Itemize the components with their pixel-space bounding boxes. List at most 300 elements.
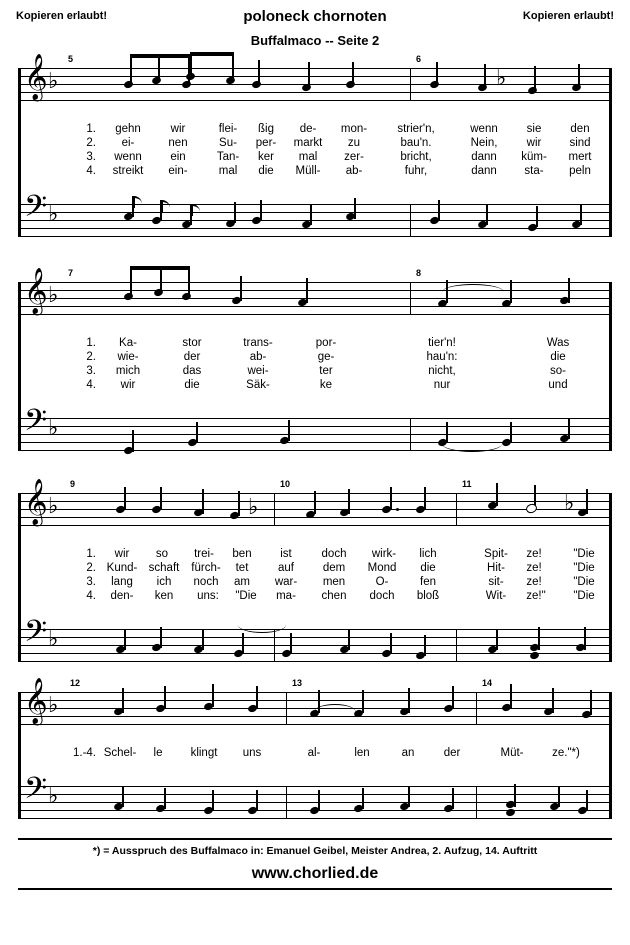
lyric-syllable: ab- xyxy=(249,351,267,363)
verse-number: 1. xyxy=(86,337,96,349)
notehead xyxy=(381,505,392,515)
notehead xyxy=(251,216,262,226)
lyric-syllable: klingt xyxy=(190,747,218,759)
notehead xyxy=(113,707,124,717)
system-brace-left xyxy=(18,282,21,451)
stem xyxy=(314,491,316,514)
key-signature-flat-icon: ♭ xyxy=(48,627,59,652)
eighth-flag xyxy=(133,196,142,208)
verse-number: 4. xyxy=(86,590,96,602)
lyric-line xyxy=(18,548,612,562)
lyric-line xyxy=(18,365,612,379)
lyric-syllable: per- xyxy=(255,137,277,149)
staff-line xyxy=(18,220,612,221)
stem xyxy=(586,790,588,811)
staff-line xyxy=(18,517,612,518)
lyric-syllable: wei- xyxy=(247,365,269,377)
stem xyxy=(510,280,512,303)
notehead xyxy=(123,80,134,90)
lyric-syllable: le xyxy=(153,747,163,759)
lyric-line xyxy=(18,123,612,137)
lyric-syllable: Müt- xyxy=(500,747,524,759)
lyric-syllable: de- xyxy=(299,123,317,135)
barline xyxy=(286,786,287,819)
lyric-syllable: doch xyxy=(369,590,395,602)
staff-line xyxy=(18,314,612,315)
verse-number: 3. xyxy=(86,576,96,588)
verse-number: 3. xyxy=(86,151,96,163)
staff-treble-4 xyxy=(18,678,612,725)
staff-line xyxy=(18,629,612,630)
lyric-syllable: dem xyxy=(322,562,346,574)
treble-clef-icon: 𝄞 xyxy=(24,678,48,724)
notehead xyxy=(231,296,242,306)
lyric-syllable: trans- xyxy=(243,337,273,349)
staff-line xyxy=(18,282,612,283)
notehead xyxy=(415,505,426,515)
lyric-syllable: dann xyxy=(471,151,497,163)
lyric-syllable: ßig xyxy=(258,123,274,135)
lyric-syllable: war- xyxy=(274,576,298,588)
lyric-line xyxy=(18,151,612,165)
staff-treble-2 xyxy=(18,268,612,315)
lyric-syllable: peln xyxy=(569,165,591,177)
system-barline-right xyxy=(609,493,612,662)
lyric-syllable: mon- xyxy=(340,123,368,135)
copy-permission-note-left: Kopieren erlaubt! xyxy=(16,10,108,22)
lyric-syllable: markt xyxy=(293,137,323,149)
measure-number: 8 xyxy=(416,268,422,278)
notehead xyxy=(155,804,166,814)
barline xyxy=(476,786,477,819)
notehead xyxy=(251,80,262,90)
staff-line xyxy=(18,786,612,787)
lyric-syllable: dann xyxy=(471,165,497,177)
footer-divider-bottom xyxy=(18,888,612,890)
lyric-syllable: wir xyxy=(120,379,136,391)
measure-number: 5 xyxy=(68,54,74,64)
measure-number: 10 xyxy=(280,479,291,489)
accidental-flat-icon: ♭ xyxy=(564,491,575,516)
lyric-syllable: nen xyxy=(168,137,188,149)
lyric-syllable: am xyxy=(234,576,250,588)
notehead xyxy=(575,643,586,653)
music-system-1 xyxy=(18,54,612,231)
notehead xyxy=(571,83,582,93)
lyric-syllable: wenn xyxy=(114,151,142,163)
lyric-syllable: wir xyxy=(114,548,130,560)
lyric-syllable: ze."*) xyxy=(552,747,580,759)
lyric-syllable: ge- xyxy=(317,351,335,363)
notehead xyxy=(501,438,512,448)
barline xyxy=(410,68,411,101)
verse-number: 1. xyxy=(86,123,96,135)
barline xyxy=(410,418,411,451)
lyric-syllable: "Die xyxy=(573,548,595,560)
staff-line xyxy=(18,653,612,654)
system-barline-right xyxy=(609,692,612,819)
staff-line xyxy=(18,637,612,638)
verse-number: 4. xyxy=(86,379,96,391)
notehead xyxy=(203,806,214,816)
bass-clef-icon: 𝄢 xyxy=(24,772,48,813)
key-signature-flat-icon: ♭ xyxy=(48,69,59,94)
notehead xyxy=(123,292,134,302)
lyric-syllable: küm- xyxy=(521,151,547,163)
lyric-syllable: strier'n, xyxy=(397,123,435,135)
beam xyxy=(190,52,234,56)
lyric-line xyxy=(18,576,612,590)
lyric-line xyxy=(18,747,612,761)
page-subtitle: Buffalmaco -- Seite 2 xyxy=(250,33,380,48)
staff-treble-1 xyxy=(18,54,612,101)
staff-line xyxy=(18,204,612,205)
stem xyxy=(536,206,538,227)
lyric-syllable: trei- xyxy=(194,548,214,560)
tie xyxy=(442,284,504,292)
notehead xyxy=(301,83,312,93)
notehead xyxy=(543,707,554,717)
system-barline-right xyxy=(609,68,612,237)
lyric-syllable: Ka- xyxy=(119,337,137,349)
staff-line xyxy=(18,76,612,77)
stem xyxy=(188,266,190,295)
lyric-syllable: men xyxy=(322,576,346,588)
eighth-flag xyxy=(161,200,170,212)
lyric-syllable: ke xyxy=(319,379,333,391)
footnote-text: *) = Ausspruch des Buffalmaco in: Emanuel Geibel, Meister Andrea, 2. Aufzug, 14. Auftritt xyxy=(92,845,538,857)
lyric-syllable: ze! xyxy=(526,548,542,560)
lyric-syllable: ein xyxy=(170,151,186,163)
measure-number: 12 xyxy=(70,678,81,688)
lyric-syllable: ze! xyxy=(526,576,542,588)
notehead xyxy=(151,505,162,515)
lyric-syllable: Kund- xyxy=(106,562,138,574)
lyric-syllable: tet xyxy=(235,562,249,574)
notehead xyxy=(345,80,356,90)
notehead xyxy=(505,808,516,818)
lyric-syllable: so xyxy=(155,548,169,560)
lyric-syllable: auf xyxy=(278,562,294,574)
lyric-syllable: bau'n. xyxy=(400,137,432,149)
notehead xyxy=(247,806,258,816)
stem xyxy=(160,266,162,291)
measure-number: 9 xyxy=(70,479,76,489)
lyric-syllable: ze!" xyxy=(526,590,546,602)
notehead xyxy=(185,72,196,82)
lyric-syllable: mal xyxy=(218,165,238,177)
lyric-syllable: den xyxy=(570,123,590,135)
staff-line xyxy=(18,434,612,435)
lyric-syllable: Su- xyxy=(219,137,237,149)
lyric-syllable: O- xyxy=(375,576,389,588)
key-signature-flat-icon: ♭ xyxy=(48,784,59,809)
lyric-syllable: ker xyxy=(258,151,274,163)
notehead xyxy=(247,704,258,714)
lyric-syllable: der xyxy=(183,351,201,363)
lyric-syllable: wirk- xyxy=(371,548,397,560)
treble-clef-icon: 𝄞 xyxy=(24,268,48,314)
staff-line xyxy=(18,692,612,693)
verse-number: 3. xyxy=(86,365,96,377)
lyric-syllable: wenn xyxy=(470,123,498,135)
notehead xyxy=(477,83,488,93)
barline xyxy=(476,692,477,725)
staff-line xyxy=(18,450,612,451)
lyric-syllable: ken xyxy=(154,590,174,602)
lyric-syllable: chen xyxy=(321,590,347,602)
notehead xyxy=(225,219,236,229)
lyric-syllable: sta- xyxy=(524,165,544,177)
barline xyxy=(274,629,275,662)
lyric-syllable: ma- xyxy=(276,590,296,602)
stem xyxy=(446,280,448,303)
lyric-syllable: por- xyxy=(315,337,337,349)
lyric-syllable: ich xyxy=(156,576,172,588)
lyric-syllable: mich xyxy=(115,365,141,377)
lyric-syllable: al- xyxy=(307,747,321,759)
notehead xyxy=(501,703,512,713)
verse-number: 1. xyxy=(86,548,96,560)
notehead xyxy=(279,436,290,446)
notehead xyxy=(193,508,204,518)
notehead xyxy=(309,806,320,816)
lyric-syllable: sie xyxy=(526,123,542,135)
lyric-syllable: wir xyxy=(526,137,542,149)
lyrics-block-4 xyxy=(18,747,612,761)
lyric-syllable: Hit- xyxy=(487,562,505,574)
barline xyxy=(410,282,411,315)
staff-treble-3 xyxy=(18,479,612,526)
staff-line xyxy=(18,84,612,85)
lyric-syllable: "Die xyxy=(235,590,257,602)
lyric-line xyxy=(18,379,612,393)
lyric-syllable: "Die xyxy=(573,562,595,574)
staff-line xyxy=(18,290,612,291)
barline xyxy=(456,629,457,662)
staff-line xyxy=(18,645,612,646)
lyric-syllable: Wit- xyxy=(485,590,507,602)
lyric-syllable: bloß xyxy=(416,590,440,602)
lyric-line xyxy=(18,337,612,351)
lyric-syllable: mal xyxy=(298,151,318,163)
staff-line xyxy=(18,525,612,526)
notehead xyxy=(115,505,126,515)
notehead xyxy=(529,651,540,661)
accidental-flat-icon: ♭ xyxy=(248,495,259,520)
lyric-syllable: Was xyxy=(546,337,570,349)
verse-number: 2. xyxy=(86,562,96,574)
notehead xyxy=(155,704,166,714)
lyric-syllable: schaft xyxy=(148,562,180,574)
tie xyxy=(238,625,286,633)
lyric-syllable: "Die xyxy=(573,576,595,588)
lyric-syllable: lang xyxy=(111,576,133,588)
tie xyxy=(314,704,356,712)
key-signature-flat-icon: ♭ xyxy=(48,283,59,308)
lyrics-block-1 xyxy=(18,123,612,179)
lyric-syllable: gehn xyxy=(115,123,141,135)
staff-line xyxy=(18,236,612,237)
bass-clef-icon: 𝄢 xyxy=(24,615,48,656)
staff-line xyxy=(18,68,612,69)
system-brace-left xyxy=(18,493,21,662)
staff-line xyxy=(18,298,612,299)
lyric-syllable: und xyxy=(548,379,568,391)
staff-line xyxy=(18,802,612,803)
lyric-syllable: Spit- xyxy=(484,548,508,560)
lyric-line xyxy=(18,562,612,576)
lyrics-block-3 xyxy=(18,548,612,604)
notehead xyxy=(353,804,364,814)
lyric-syllable: die xyxy=(258,165,274,177)
lyric-syllable: fen xyxy=(420,576,436,588)
notehead xyxy=(415,651,426,661)
website-url[interactable]: www.chorlied.de xyxy=(251,865,379,882)
copy-permission-note-right: Kopieren erlaubt! xyxy=(522,10,614,22)
dot xyxy=(396,508,399,511)
lyric-syllable: wir xyxy=(170,123,186,135)
lyric-syllable: den- xyxy=(110,590,134,602)
bass-clef-icon: 𝄢 xyxy=(24,190,48,231)
lyric-syllable: die xyxy=(184,379,200,391)
staff-line xyxy=(18,661,612,662)
staff-line xyxy=(18,228,612,229)
barline xyxy=(286,692,287,725)
system-brace-left xyxy=(18,692,21,819)
system-barline-right xyxy=(609,282,612,451)
lyric-syllable: die xyxy=(420,562,436,574)
lyric-syllable: doch xyxy=(321,548,347,560)
barline xyxy=(274,493,275,526)
notehead xyxy=(581,710,592,720)
notehead xyxy=(577,508,588,518)
lyrics-block-2 xyxy=(18,337,612,393)
lyric-syllable: nur xyxy=(433,379,451,391)
notehead xyxy=(399,707,410,717)
beam xyxy=(130,54,190,58)
measure-number: 6 xyxy=(416,54,422,64)
notehead xyxy=(381,649,392,659)
notehead xyxy=(429,80,440,90)
notehead-open xyxy=(525,502,538,514)
music-system-4 xyxy=(18,678,612,813)
lyric-syllable: ben xyxy=(232,548,252,560)
lyric-line xyxy=(18,165,612,179)
lyric-syllable: mert xyxy=(568,151,592,163)
music-system-2 xyxy=(18,268,612,445)
notehead xyxy=(527,223,538,233)
lyric-syllable: noch xyxy=(193,576,219,588)
staff-line xyxy=(18,818,612,819)
lyric-syllable: so- xyxy=(550,365,566,377)
lyric-syllable: Schel- xyxy=(103,747,137,759)
lyric-syllable: bricht, xyxy=(400,151,432,163)
lyric-syllable: Müll- xyxy=(295,165,321,177)
page-title: poloneck chornoten xyxy=(243,8,387,25)
accidental-flat-icon: ♭ xyxy=(496,66,507,91)
lyric-syllable: streikt xyxy=(112,165,144,177)
lyric-syllable: ein- xyxy=(168,165,188,177)
lyric-syllable: die xyxy=(550,351,566,363)
notehead xyxy=(527,86,538,96)
footer-divider xyxy=(18,838,612,840)
lyric-syllable: uns: xyxy=(197,590,219,602)
staff-line xyxy=(18,426,612,427)
measure-number: 7 xyxy=(68,268,74,278)
lyric-syllable: len xyxy=(354,747,370,759)
lyric-syllable: sind xyxy=(569,137,591,149)
key-signature-flat-icon: ♭ xyxy=(48,494,59,519)
staff-line xyxy=(18,418,612,419)
staff-line xyxy=(18,212,612,213)
barline xyxy=(456,493,457,526)
notehead xyxy=(203,702,214,712)
treble-clef-icon: 𝄞 xyxy=(24,479,48,525)
lyric-syllable: nicht, xyxy=(428,365,456,377)
lyric-syllable: stor xyxy=(182,337,202,349)
stem xyxy=(362,690,364,713)
verse-number: 2. xyxy=(86,137,96,149)
treble-clef-icon: 𝄞 xyxy=(24,54,48,100)
notehead xyxy=(181,80,192,90)
notehead xyxy=(443,704,454,714)
staff-line xyxy=(18,442,612,443)
lyric-syllable: ei- xyxy=(121,137,135,149)
notehead xyxy=(281,649,292,659)
staff-line xyxy=(18,306,612,307)
lyric-syllable: an xyxy=(401,747,415,759)
lyric-syllable: hau'n: xyxy=(426,351,458,363)
barline xyxy=(410,204,411,237)
lyric-syllable: ab- xyxy=(345,165,363,177)
measure-number: 11 xyxy=(462,479,472,489)
notehead xyxy=(151,643,162,653)
lyric-syllable: flei- xyxy=(218,123,238,135)
system-brace-left xyxy=(18,68,21,237)
lyric-syllable: fürch- xyxy=(191,562,221,574)
lyric-syllable: ist xyxy=(280,548,292,560)
lyric-syllable: lich xyxy=(419,548,437,560)
staff-line xyxy=(18,700,612,701)
staff-line xyxy=(18,92,612,93)
eighth-flag xyxy=(191,204,200,216)
lyric-syllable: das xyxy=(182,365,202,377)
staff-line xyxy=(18,724,612,725)
lyric-line xyxy=(18,137,612,151)
lyric-syllable: zu xyxy=(347,137,361,149)
verse-number: 1.-4. xyxy=(72,747,96,759)
lyric-syllable: "Die xyxy=(573,590,595,602)
notehead xyxy=(181,292,192,302)
lyric-syllable: Säk- xyxy=(246,379,270,391)
stem xyxy=(130,266,132,295)
lyric-syllable: uns xyxy=(242,747,262,759)
lyric-syllable: tier'n! xyxy=(428,337,456,349)
key-signature-flat-icon: ♭ xyxy=(48,693,59,718)
measure-number: 13 xyxy=(292,678,303,688)
lyric-syllable: ze! xyxy=(526,562,542,574)
lyric-line xyxy=(18,351,612,365)
music-system-3 xyxy=(18,479,612,656)
notehead xyxy=(233,649,244,659)
lyric-syllable: Nein, xyxy=(470,137,498,149)
key-signature-flat-icon: ♭ xyxy=(48,416,59,441)
lyric-syllable: zer- xyxy=(344,151,364,163)
notehead xyxy=(153,288,164,298)
notehead xyxy=(123,446,134,456)
verse-number: 4. xyxy=(86,165,96,177)
